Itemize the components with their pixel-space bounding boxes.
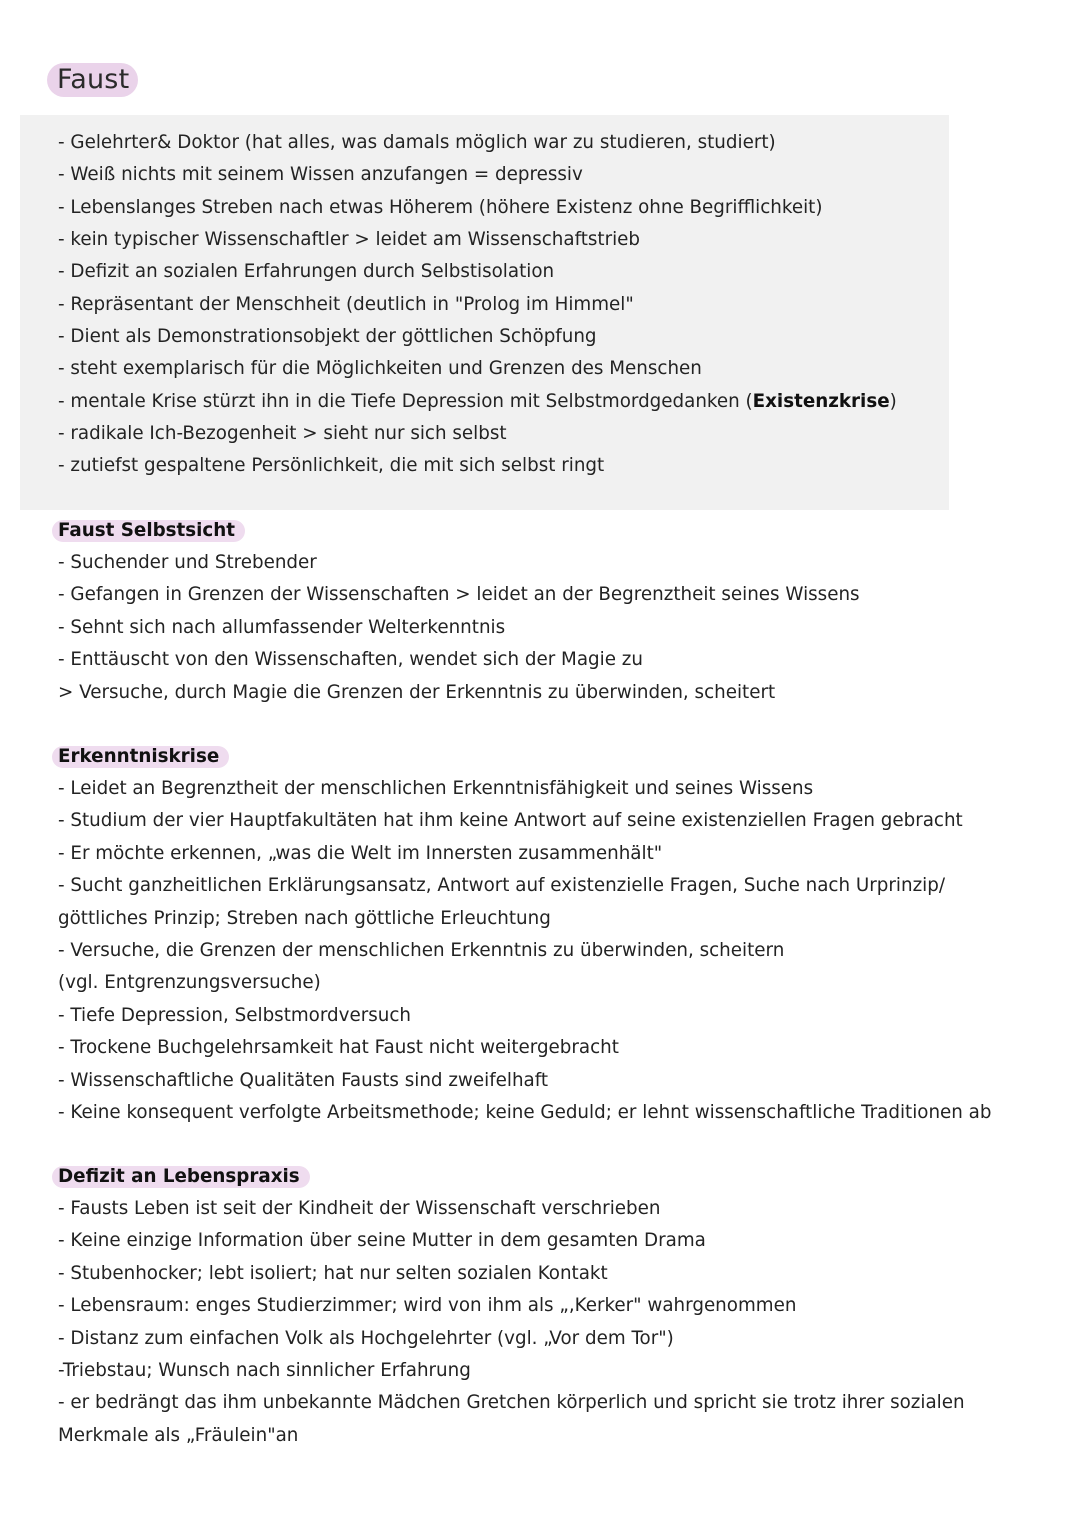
page-title: Faust: [47, 63, 138, 97]
summary-item: - Weiß nichts mit seinem Wissen anzufangen = depressiv: [58, 164, 583, 186]
bold-term-existenzkrise: Existenzkrise: [752, 390, 890, 412]
summary-item: - Repräsentant der Menschheit (deutlich in "Prolog im Himmel": [58, 293, 634, 315]
summary-item-existenzkrise: [58, 386, 897, 418]
summary-item: - Dient als Demonstrationsobjekt der göttlichen Schöpfung: [58, 326, 597, 348]
list-item: - Gefangen in Grenzen der Wissenschaften > leidet an der Begrenztheit seines Wissens: [58, 584, 860, 606]
section-list-erkenntniskrise: [58, 773, 992, 1129]
list-item: - Fausts Leben ist seit der Kindheit der Wissenschaft verschrieben: [58, 1198, 661, 1219]
list-item: - Distanz zum einfachen Volk als Hochgelehrter (vgl. „Vor dem Tor"): [58, 1327, 674, 1349]
list-item: - Sucht ganzheitlichen Erklärungsansatz, Antwort auf existenzielle Fragen, Suche nach Urprinzip/: [58, 875, 946, 897]
list-item: - Trockene Buchgelehrsamkeit hat Faust nicht weitergebracht: [58, 1037, 619, 1059]
list-item: - Enttäuscht von den Wissenschaften, wendet sich der Magie zu: [58, 649, 643, 671]
summary-item: - radikale Ich-Bezogenheit > sieht nur sich selbst: [58, 423, 507, 445]
list-item: - Studium der vier Hauptfakultäten hat ihm keine Antwort auf seine existenziellen Fragen gebracht: [58, 810, 963, 832]
list-item: - Stubenhocker; lebt isoliert; hat nur selten sozialen Kontakt: [58, 1262, 608, 1284]
list-item: > Versuche, durch Magie die Grenzen der Erkenntnis zu überwinden, scheitert: [58, 681, 776, 703]
section-heading-erkenntniskrise: Erkenntniskrise: [52, 746, 229, 768]
list-item: - Suchender und Strebender: [58, 552, 317, 573]
summary-item: - Lebenslanges Streben nach etwas Höherem (höhere Existenz ohne Begrifflichkeit): [58, 196, 823, 218]
summary-list: [58, 127, 897, 483]
list-item: - Lebensraum: enges Studierzimmer; wird von ihm als „,Kerker" wahrgenommen: [58, 1295, 797, 1317]
list-item: - Wissenschaftliche Qualitäten Fausts sind zweifelhaft: [58, 1069, 549, 1091]
list-item: Merkmale als „Fräulein"an: [58, 1424, 299, 1446]
summary-item: - zutiefst gespaltene Persönlichkeit, die mit sich selbst ringt: [58, 455, 605, 477]
list-item: - Sehnt sich nach allumfassender Welterkenntnis: [58, 616, 506, 638]
list-item: -Triebstau; Wunsch nach sinnlicher Erfahrung: [58, 1359, 471, 1381]
list-item: - Tiefe Depression, Selbstmordversuch: [58, 1004, 411, 1026]
summary-item-text: - mentale Krise stürzt ihn in die Tiefe Depression mit Selbstmordgedanken (: [58, 390, 753, 412]
list-item: göttliches Prinzip; Streben nach göttliche Erleuchtung: [58, 907, 551, 929]
section-heading-lebenspraxis: Defizit an Lebenspraxis: [52, 1166, 310, 1188]
list-item: - Er möchte erkennen, „was die Welt im Innersten zusammenhält": [58, 842, 663, 864]
list-item: - Versuche, die Grenzen der menschlichen Erkenntnis zu überwinden, scheitern: [58, 939, 785, 961]
summary-item: - kein typischer Wissenschaftler > leidet am Wissenschaftstrieb: [58, 229, 641, 251]
section-list-selbstsicht: [58, 547, 860, 709]
list-item: (vgl. Entgrenzungsversuche): [58, 972, 321, 994]
closing-paren: ): [889, 390, 897, 412]
summary-item: - steht exemplarisch für die Möglichkeiten und Grenzen des Menschen: [58, 358, 702, 380]
list-item: - Keine einzige Information über seine Mutter in dem gesamten Drama: [58, 1230, 706, 1252]
summary-item: - Defizit an sozialen Erfahrungen durch Selbstisolation: [58, 261, 555, 283]
list-item: - Keine konsequent verfolgte Arbeitsmethode; keine Geduld; er lehnt wissenschaftliche Traditionen ab: [58, 1101, 992, 1123]
section-heading-selbstsicht: Faust Selbstsicht: [52, 520, 245, 542]
list-item: - Leidet an Begrenztheit der menschlichen Erkenntnisfähigkeit und seines Wissens: [58, 778, 814, 799]
section-list-lebenspraxis: [58, 1193, 965, 1452]
list-item: - er bedrängt das ihm unbekannte Mädchen Gretchen körperlich und spricht sie trotz ihrer sozialen: [58, 1392, 965, 1414]
summary-item: - Gelehrter& Doktor (hat alles, was damals möglich war zu studieren, studiert): [58, 132, 776, 153]
